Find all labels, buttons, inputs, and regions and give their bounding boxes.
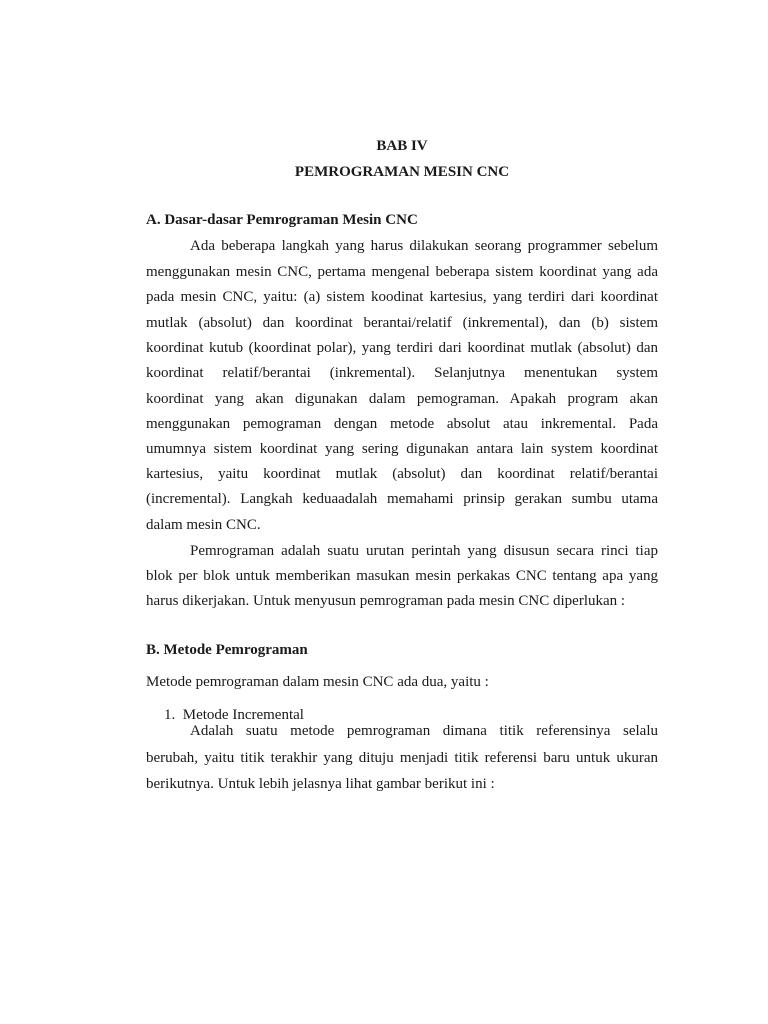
para1-line: koordinat kutub (koordinat polar), yang terdiri dari koordinat mutlak (absolut) dan (146, 340, 658, 356)
chapter-title: PEMROGRAMAN MESIN CNC (294, 164, 510, 180)
para1-line: kartesius, yaitu koordinat mutlak (absolut) dan koordinat relatif/berantai (146, 466, 658, 482)
section-b-heading: B. Metode Pemrograman (146, 642, 308, 658)
list-item-title: 1. Metode Incremental (164, 707, 304, 723)
section-b-intro: Metode pemrograman dalam mesin CNC ada dua, yaitu : (146, 674, 489, 690)
para1-line: mutlak (absolut) dan koordinat berantai/relatif (inkremental), dan (b) sistem (146, 315, 658, 331)
para1-line: Ada beberapa langkah yang harus dilakukan seorang programmer sebelum (190, 238, 658, 254)
para2-line: harus dikerjakan. Untuk menyusun pemrograman pada mesin CNC diperlukan : (146, 593, 626, 609)
para1-line: pada mesin CNC, yaitu: (a) sistem koodinat kartesius, yang terdiri dari koordinat (146, 289, 658, 305)
para1-line: dalam mesin CNC. (146, 517, 261, 533)
list-item-line: berikutnya. Untuk lebih jelasnya lihat gambar berikut ini : (146, 776, 495, 792)
section-a-heading: A. Dasar-dasar Pemrograman Mesin CNC (146, 212, 418, 228)
list-item-line: berubah, yaitu titik terakhir yang dituju menjadi titik referensi baru untuk ukuran (146, 750, 658, 766)
para1-line: umumnya sistem koordinat yang sering digunakan antara lain system koordinat (146, 441, 658, 457)
para1-line: menggunakan mesin CNC, pertama mengenal beberapa sistem koordinat yang ada (146, 264, 658, 280)
para1-line: (incremental). Langkah keduaadalah memahami prinsip gerakan sumbu utama (146, 491, 658, 507)
chapter-label: BAB IV (376, 138, 428, 154)
para1-line: menggunakan pemograman dengan metode absolut atau inkremental. Pada (146, 416, 658, 432)
para1-line: koordinat relatif/berantai (inkremental). Selanjutnya menentukan system (146, 365, 658, 381)
list-item-line: Adalah suatu metode pemrograman dimana titik referensinya selalu (190, 723, 658, 739)
para1-line: koordinat yang akan digunakan dalam pemograman. Apakah program akan (146, 391, 658, 407)
para2-line: Pemrograman adalah suatu urutan perintah yang disusun secara rinci tiap (190, 543, 658, 559)
para2-line: blok per blok untuk memberikan masukan mesin perkakas CNC tentang apa yang (146, 568, 658, 584)
